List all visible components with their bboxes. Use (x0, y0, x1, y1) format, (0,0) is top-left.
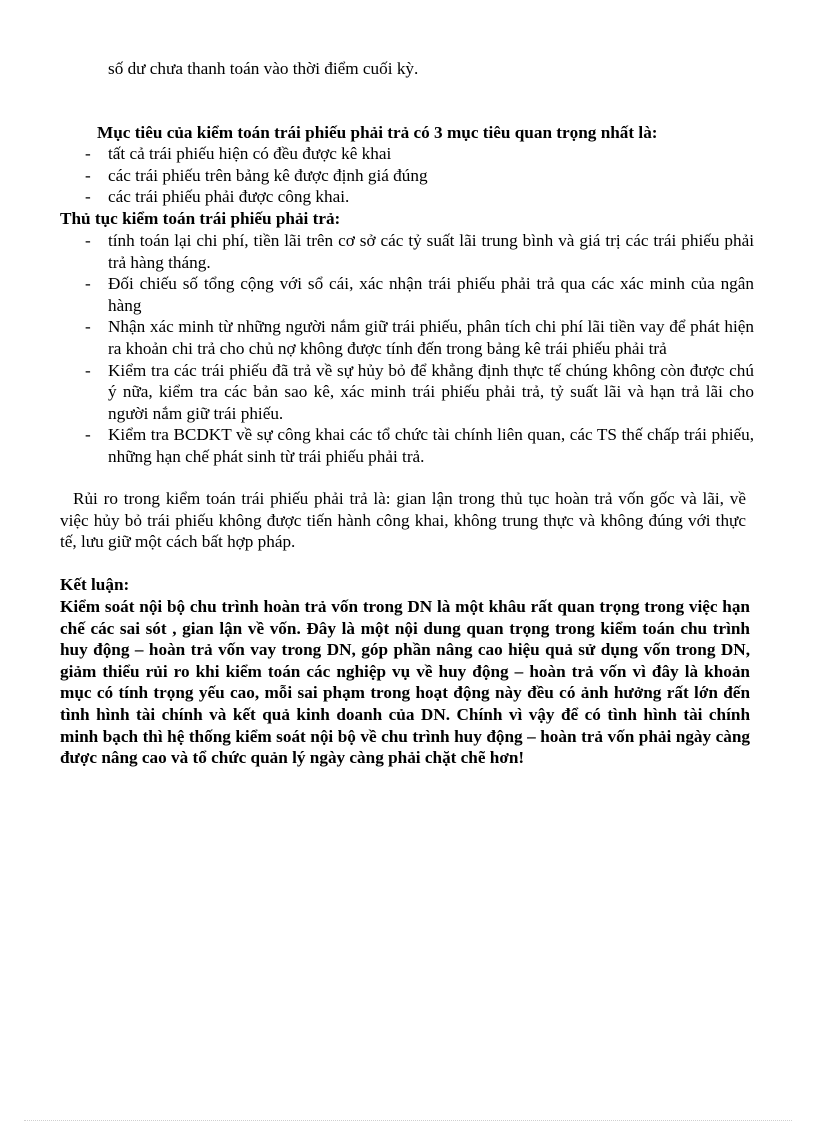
list-item (0, 165, 754, 187)
dash-marker: - (85, 425, 91, 445)
dash-marker: - (85, 317, 91, 337)
dash-marker: - (85, 231, 91, 250)
conclusion-paragraph: Kiểm soát nội bộ chu trình hoàn trả vốn trong DN là một khâu rất quan trọng trong việc hạn chế các sai sót , gian lận về vốn. Đây là một nội dung quan trọng trong kiểm toán chu trình huy động – hoàn trả vốn vay trong DN, góp phần nâng cao hiệu quả sử dụng vốn trong DN, giảm thiểu rủi ro khi kiểm toán các nghiệp vụ về huy động – hoàn trả vốn vì đây là khoản mục có tính trọng yếu cao, mỗi sai phạm trong hoạt động này đều có ảnh hưởng rất lớn đến tình hình tài chính và kết quả kinh doanh của DN. Chính vì vậy để có tình hình tài chính minh bạch thì hệ thống kiểm soát nội bộ về chu trình huy động – hoàn trả vốn phải ngày càng được nâng cao và tổ chức quản lý ngày càng phải chặt chẽ hơn! (60, 597, 750, 768)
list-item-text: Đối chiếu số tổng cộng với sổ cái, xác nhận trái phiếu phải trả qua các xác minh của ngân hàng (108, 274, 754, 315)
procedures-heading: Thủ tục kiểm toán trái phiếu phải trả: (60, 209, 341, 228)
list-item (0, 360, 754, 425)
list-item (0, 273, 754, 316)
dash-marker: - (85, 144, 91, 163)
list-item-text: Kiểm tra BCDKT về sự công khai các tổ chức tài chính liên quan, các TS thế chấp trái phiếu, những hạn chế phát sinh từ trái phiếu phải trả. (108, 425, 754, 466)
risk-paragraph: Rủi ro trong kiểm toán trái phiếu phải trả là: gian lận trong thủ tục hoàn trả vốn gốc và lãi, về việc hủy bỏ trái phiếu không được tiến hành công khai, không trung thực và không đúng với thực tế, lưu giữ một cách bất hợp pháp. (60, 489, 746, 552)
top-line-text: số dư chưa thanh toán vào thời điểm cuối kỳ. (108, 59, 419, 78)
list-item-text: các trái phiếu phải được công khai. (108, 187, 350, 207)
list-item-text: Kiểm tra các trái phiếu đã trả về sự hủy bỏ để khẳng định thực tế chúng không còn được chú ý nữa, kiểm tra các bản sao kê, xác minh trái phiếu phải trả, tỷ suất lãi và hạn trả lãi cho người nắm giữ trái phiếu. (108, 360, 754, 423)
dash-marker: - (85, 187, 91, 207)
page-bottom-divider (24, 1120, 792, 1121)
dash-marker: - (85, 274, 91, 294)
list-item-text: các trái phiếu trên bảng kê được định giá đúng (108, 165, 428, 185)
list-item-text: tính toán lại chi phí, tiền lãi trên cơ sở các tỷ suất lãi trung bình và giá trị các trái phiếu phải trả hàng tháng. (108, 231, 754, 272)
list-item-text: tất cả trái phiếu hiện có đều được kê khai (108, 144, 392, 163)
dash-marker: - (85, 165, 91, 185)
list-item (0, 316, 754, 359)
list-item (0, 186, 754, 208)
list-item (0, 230, 754, 273)
list-item (0, 143, 754, 165)
list-item-text: Nhận xác minh từ những người nắm giữ trái phiếu, phân tích chi phí lãi tiền vay để phát hiện ra khoản chi trả cho chủ nợ không được tính đến trong bảng kê trái phiếu phải trả (108, 317, 754, 358)
procedures-list (0, 230, 816, 468)
dash-marker: - (85, 360, 91, 380)
conclusion-heading: Kết luận: (60, 575, 130, 594)
objectives-heading: Mục tiêu của kiểm toán trái phiếu phải trả có 3 mục tiêu quan trọng nhất là: (97, 123, 658, 142)
list-item (0, 424, 754, 467)
objectives-list (0, 143, 816, 208)
